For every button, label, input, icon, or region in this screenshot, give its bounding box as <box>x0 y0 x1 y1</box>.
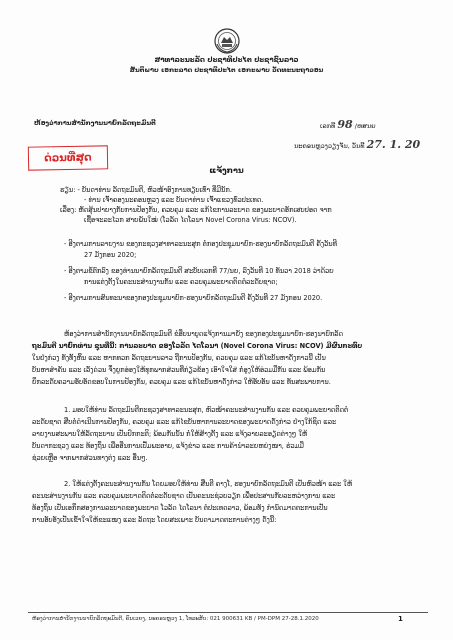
reference-line: ການແຕ່ງຕັ້ງໃນຄະນະສ່ານງານກັນ ແລະ ຄວບຄຸມພະຍາດຕິດຕໍ່ລະດັບຊາດ; <box>84 278 278 286</box>
reference-line: - ອີງຕາມການລາຍງານ ຂອງກະຊວງສາທາລະນະສຸກ ຕໍ່ກອງປະຊຸມນາຍົກ-ຮອງນາຍົກລັດຖະມົນຕີ ຄັ້ງວັນທີ <box>64 240 337 248</box>
point-1-line: ລະດັບຊາດ ສືບຕໍ່ດຳເນີນການປ້ອງກັນ, ຄວບຄຸມ ແລະ ແກ້ໄຂບັນຫາການລະບາດຂອງພະຍາດດັ່ງກ່າວ ຢ່າງໃກ້ຊິດ ແລະ <box>32 418 337 426</box>
point-2-line: ຄະນະສ່ານງານກັນ ແລະ ຄວບຄຸມພະຍາດຕິດຕໍ່ລະດັບຊາດ ເປັນຄະນະຊ່ວຍວຽກ ເພື່ອປະສານກັບລະຫວ່າງການ ແລະ <box>32 492 336 500</box>
document-title: ແຈ້ງການ <box>209 166 244 175</box>
body-line: ຍຶກລະດັບຄວາມອັບອັດຂອບໃນການປ້ອງກັນ, ຄວບຄຸມ ແລະ ແກ້ໄຂບັນຫາດັ່ງກ່າວ ໃຫ້ອັບອັນ ແລະ ທັນສະພາບການ. <box>32 378 331 386</box>
point-2-line: ທ້ອງຖິ່ນ ເປັນເອກຶກສອງການລະບາດຂອງພະຍາດ ໂວລັດ ໄດໂລນາ ຕໍ່ປະເທດລາວ, ພ້ອມທັງ ກຳນົດມາດຕະການເປັນ <box>32 504 328 512</box>
body-line: ຖະມົນຕີ ນາຍົກທ່ານ ຊຸນທີ່ນີ້: ການລະບາດ ຂອງໂວລັດ ໄດໂລນາ (Novel Corona Virus: NCOV) ມີຜົນກະທົບ <box>32 342 363 350</box>
point-1-line: ຊ່ວຍເຫຼືອ ຈາກພາກສ່ວນທາງຕ່ງ ແລະ ອື່ນໆ. <box>32 454 148 462</box>
recipient-line: - ທ່ານ ເຈົ້າຄອງນະຄອນຫຼວງ ແລະ ບັນດາທ່ານ ເຈົ້າແຂວງທົ່ວປະເທດ. <box>84 196 264 204</box>
body-line: ໃນຢ່ງກ່ວງ ທັງທັ້ງຫິ້ນ ແລະ ຫາກທວກ ລັດຖະບານລາວ ຖືການປ້ອງກັນ, ຄວບຄຸມ ແລະ ແກ້ໄຂບັນຫາດັ່ງກາວນີ້ ເປັນ <box>32 354 326 362</box>
reference-number-value: 98 <box>337 118 353 131</box>
reference-line: - ອີງຕາມການສົນທະນາຂອງກອງປະຊຸມນາຍົກ-ຮອງນາຍົກລັດຖະມົນຕີ ຄັ້ງວັນທີ 27 ມັງກອນ 2020. <box>64 294 323 302</box>
point-1-line: 1. ມອບໃຫ້ທ່ານ ລັດຖະມົນຕີກະຊວງສາທາລະນະສຸກ, ຫົວໜ້າຄະນະສ່ານງານກັນ ແລະ ຄວບຄຸມພະຍາດຕິດຕໍ່ <box>64 406 349 414</box>
subject-line: ເລື່ອງ: ຫັດສຸ້ນປາຍາງກັບການປ້ອງກັນ, ຄວບຄຸມ ແລະ ແກ້ໄຂການລະບາດ ຂອງພະຍາດອັກເສບປອດ ຈາກ <box>60 206 332 214</box>
subject-line: ເຊື້ອຈະລະໄວກ ສາຍພັນໃໝ່ (ໂວລັດ ໄດໂລນາ Novel Corona Virus: NCOV). <box>84 216 297 224</box>
point-2-line: 2. ໃຫ້ແຕ່ງຕັ້ງຄະນະສ່ານງານກັນ ໂດຍມອບໃຫ້ທ່ານ ສື່ນຕີ ຄາງໂ, ຮອງນາຍົກລັດຖະມົນຕີ ເປັນຫົວໜ້າ ແລະ ໃຫ້ <box>64 480 353 488</box>
reference-suffix: /ຫສນຍ <box>354 122 376 130</box>
country-name: ສາທາລະນະລັດ ປະຊາທິປະໄຕ ປະຊາຊົນລາວ <box>154 56 299 64</box>
recipient-line: ຮຽນ: - ບັນດາທ່ານ ລັດຖະມົນຕີ, ຫົວໜ້າອົງການທຽບເທົ່າ ທີ່ມີນັກ. <box>60 186 232 194</box>
point-1-line: ລາຍງານສະພາບໃຫ້ລັດຖະບານ ເປັນປົກກະຕິ; ພ້ອມກັນນັ້ນ ກໍ່ໃຫ້ສ້າງຕັ້ງ ແລະ ແຈ້ງລາຍລະອຽດຕ່າງໆ ໃຫ້ <box>32 430 308 438</box>
reference-label: ເລກທີ <box>320 122 336 130</box>
urgent-stamp: ດ່ວນທີ່ສຸດ <box>28 145 108 170</box>
reference-line: - ອີງຕາມຂໍ້ຕົກລົງ ຂອງທ່ານນາຍົກລັດຖະມົນຕີ ສະບັບເລກທີ 77/ນຍ, ລົງວັນທີ 10 ທັນວາ 2018 ວ່າດ້ວຍ <box>64 267 334 275</box>
document-date <box>294 138 420 151</box>
issuing-office: ຫ້ອງວ່າການສຳນັກງານນາຍົກລັດຖະມົນຕີ <box>34 119 156 127</box>
national-emblem-icon <box>214 28 240 54</box>
body-line: ຫ້ອງວ່າການສຳນັກງານນາຍົກລັດຖະມົນຕີ ຂໍອືບນາບູດແຈ້ງການມາຍັງ ຂອງກອງປະຊຸມນາຍົກ-ຮອງນາຍົກລັດ <box>64 330 343 338</box>
reference-number <box>320 118 376 131</box>
body-line: ບັນຫາສຳຄັນ ແລະ ເລັ່ງດ່ວນ ຈຶ່ງຍູກອ່ອງໃຫ້ທຸກພາກສ່ວນທີ່ກ່ຽວຂ້ອງ ເອົາໃຈໃສ່ ກໍ່ອູງໃຫ້ອ່ວມມືກັນ ແລະ ພ້ອມກັນ <box>32 366 326 374</box>
date-value: 27. 1. 20 <box>366 138 421 151</box>
point-1-line: ບັນດາກະຊວງ ແລະ ທ້ອງຖິ່ນ ເພື່ອອີ່ນການເປົ້ມພະອາບ, ແຈ້ງຂ່າວ ແລະ ການຄ້ານຳລະຍຫຍ່ງໜາ, ຮ່ວມມື <box>32 442 304 450</box>
footer-address: ຫ້ອງວ່າການສຳນັກງານນາຍົກລັດຖະມົນຕີ, ຄົນເວຍງ, ນະຄອນຫຼວງ 1, ໂທລະສັບ: 021 900631 KB / PM-DPM 27-28.1.2020 <box>32 616 319 622</box>
point-2-line: ການອັບອັງເປັນເຂົ້າໃຈໃຫ້ຂະແໜງ ແລະ ລັດຖະ ໂດຍສະເພາະ ບັນດາມາດຕະການຕ່າງໆ ດັ່ງນີ້: <box>32 516 277 524</box>
national-motto: ສັນຕິພາບ ເອກະລາດ ປະຊາທິປະໄຕ ເອກະພາບ ວັດທະນະຖາວອນ <box>129 66 324 74</box>
footer-divider <box>28 612 428 613</box>
page-number: 1 <box>398 615 403 623</box>
reference-line: 27 ມັງກອນ 2020; <box>84 251 137 259</box>
date-label: ນະຄອນຫຼວງວຽງຈັນ, ວັນທີ <box>294 142 365 150</box>
